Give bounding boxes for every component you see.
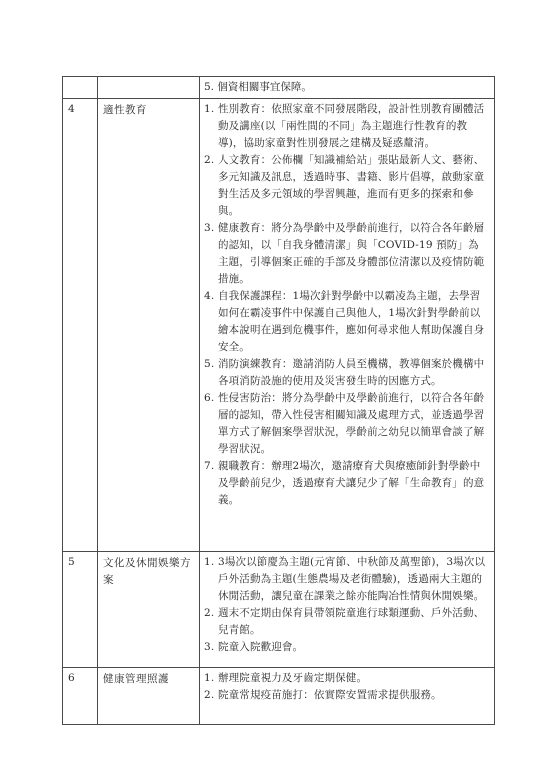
list-item: 1. 性別教育：依照家童不同發展階段，設計性別教育團體活動及講座(以「兩性間的不同」為主題進行性教育的教導)，協助家童對性別發展之建構及疑惑釐清。: [204, 103, 485, 149]
table-row: [63, 668, 495, 725]
list-item: 3. 院童入院歡迎會。: [204, 641, 304, 653]
row-number: 6: [63, 668, 98, 725]
row-number: 5: [63, 552, 98, 668]
row-content: [200, 668, 495, 725]
continuation-row: [63, 77, 495, 99]
row-category: 適性教育: [98, 99, 200, 552]
list-item: 2. 人文教育：公佈欄「知識補給站」張貼最新人文、藝術、多元知識及訊息，透過時事、書籍、影片倡導，啟動家童對生活及多元領域的學習興趣，進而有更多的探索和參與。: [204, 154, 485, 217]
list-item: 4. 自我保護課程：1場次針對學齡中以霸凌為主題，去學習如何在霸凌事件中保護自己與他人，1場次針對學齡前以繪本說明在遇到危機事件，應如何尋求他人幫助保護自身安全。: [204, 290, 485, 353]
cell-empty: [98, 77, 200, 99]
table-row: [63, 552, 495, 668]
row-category: 文化及休閒娛樂方案: [98, 552, 200, 668]
row-content: [200, 552, 495, 668]
service-plan-table: [62, 76, 495, 725]
continuation-text: 5. 個資相關事宜保障。: [204, 81, 312, 93]
continuation-cell: [200, 77, 495, 99]
row-content: [200, 99, 495, 552]
list-item: 2. 週末不定期由保育員帶領院童進行球類運動、戶外活動、兒青館。: [204, 607, 485, 636]
row-category: 健康管理照護: [98, 668, 200, 725]
table-row: [63, 99, 495, 552]
cell-empty: [63, 77, 98, 99]
list-item: 1. 辦理院童視力及牙齒定期保健。: [204, 672, 368, 684]
list-item: 6. 性侵害防治：將分為學齡中及學齡前進行，以符合各年齡層的認知，帶入性侵害相關知識及處理方式，並透過學習單方式了解個案學習狀況，學齡前之幼兒以簡單會談了解學習狀況。: [204, 392, 485, 455]
list-item: 2. 院童常規疫苗施打：依實際安置需求提供服務。: [204, 689, 442, 701]
list-item: 5. 消防演練教育：邀請消防人員至機構，教導個案於機構中各項消防設施的使用及災害發生時的因應方式。: [204, 358, 485, 387]
list-item: 1. 3場次以節慶為主題(元宵節、中秋節及萬聖節)，3場次以戶外活動為主題(生態農場及老街體驗)，透過兩大主題的休閒活動，讓兒童在課業之餘亦能陶冶性情與休閒娛樂。: [204, 556, 486, 602]
list-item: 3. 健康教育：將分為學齡中及學齡前進行，以符合各年齡層的認知，以「自我身體清潔」與「COVID-19 預防」為主題，引導個案正確的手部及身體部位清潔以及疫情防範措施。: [204, 222, 485, 285]
list-item: 7. 親職教育：辦理2場次，邀請療育犬與療癒師針對學齡中及學齡前兒少，透過療育犬讓兒少了解「生命教育」的意義。: [204, 460, 485, 506]
row-number: 4: [63, 99, 98, 552]
